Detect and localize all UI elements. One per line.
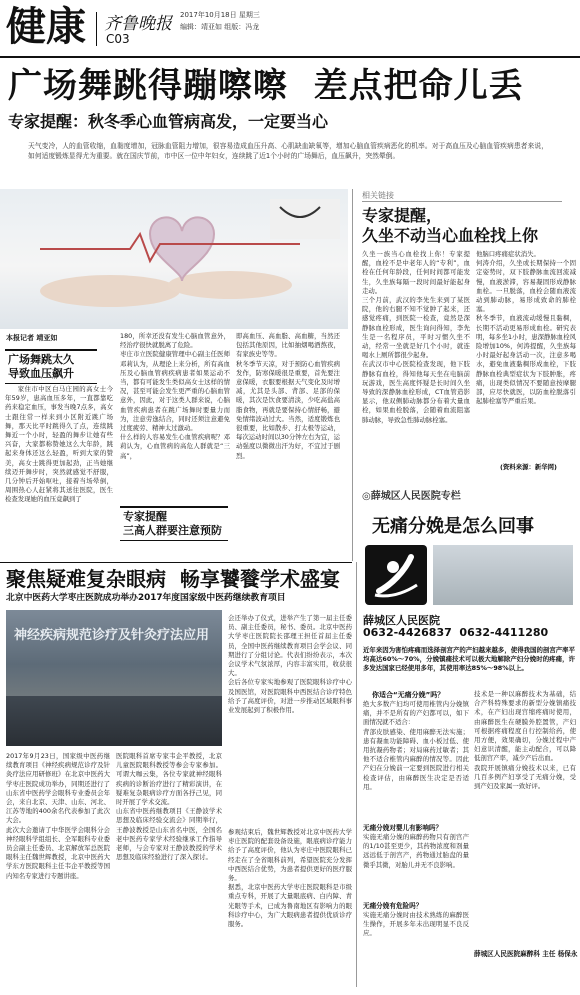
byline: 本报记者 靖亚如 <box>6 334 58 342</box>
page-number: C03 <box>106 32 130 46</box>
question-3: 无痛分娩有危险吗？ <box>363 902 423 910</box>
hospital-tag-label: 薛城区人民医院专栏 <box>370 491 461 502</box>
anesthesia-intro: 近年来因为害怕疼痛而选择剖宫产的产妇越来越多，使得我国的剖宫产率平均高达60%～70%，分娩镇痛技术可以极大地解除产妇分娩时的疼痛，许多发达国家已经使用多年，其使用率达85%～98%以上。 <box>363 646 575 673</box>
question-2: 无痛分娩对婴儿有影响吗？ <box>363 824 443 832</box>
paper-logo: 齐鲁晚报 <box>104 14 172 34</box>
second-story-top-rule <box>0 562 352 563</box>
question-1: 你适合“无痛分娩”吗？ <box>372 691 445 699</box>
main-headline: 广场舞跳得蹦嚓嚓 差点把命儿丢 <box>8 66 524 106</box>
hospital-logo-block <box>363 543 573 609</box>
heart-illustration <box>0 189 348 329</box>
sidebar-source: (资料来源：新华网) <box>500 463 557 471</box>
sidebar-col-2: 他脑口疼痛症状消失。 何涛介绍，久坐或长期保持一个固定姿势时，双下肢静脉血流回流减慢，血液淤滞，容易凝固形成静脉血栓。一旦脱落，血栓会随血液流动到肺动脉，易形成致命的肺栓塞。 秋冬季节，血液流动缓慢且黏稠，长期不活动更易形成血栓。研究表明，每多坐1小时，患深静脉血栓风险增加10%，何涛提醒，久坐族每小时最好起身活动一次，注意多喝水，避免血液黏稠形成血栓，下肢静脉血栓典型症状为下肢肿胀，疼痛，出现类似情况不要随意按摩腿部，应尽快就医，以防血栓脱落引起肺栓塞等严重后果。 <box>476 250 576 406</box>
hands-heart-photo <box>0 189 348 329</box>
main-col-2: 180，所幸还没有发生心脑血管意外，经治疗很快就脱离了危险。 枣庄市立医院健康管理中心副主任医师邓莉认为，从理论上来分析，所有高血压及心脑血管病疾病患者如果运动不当，都有可能发生类似高女士这样的情况，甚至可能会发生更严重的心脑血管意外，因此，对于这类人群来说，心脑血管疾病患者在跳广场舞时要量力而为，注意劳逸结合，同时还须注意避免过度疲劳、精神太过激动。 什么样的人容易发生心血管疾病呢？邓莉认为，心血管病的高危人群就是“三高”， <box>120 332 230 460</box>
hospital-column-tag <box>362 487 461 502</box>
sidebar-left-divider <box>356 562 357 987</box>
sidebar-credit: 薛城区人民医院麻醉科 主任 杨保永 <box>474 950 578 958</box>
sidebar-col-3b: 实施无痛分娩的麻醉药物只有剖宫产的1/10甚至更少，其药物浓度和剂量远远低于剖宫产，药物通过胎盘的量微乎其微，对胎儿并无不良影响。 <box>363 833 469 869</box>
feature-title: 无痛分娩是怎么回事 <box>372 516 534 537</box>
main-subheadline: 专家提醒：秋冬季心血管病高发，一定要当心 <box>8 112 329 131</box>
main-right-divider <box>352 189 353 561</box>
main-lead: 天气变冷，人的血管收缩，血黏度增加，冠脉血管阻力增加，很容易造成血压升高、心肌缺血缺氧等，增加心脑血管疾病恶化的机率。对于高血压及心脑血管疾病患者来说，如何适度锻炼显得尤为重要。就在国庆节前，市中区一位中年妇女，连续跳了近1个小时的广场舞后，血压飙升，突然晕倒。 <box>28 142 548 160</box>
related-link-tag: 相关链接 <box>362 190 562 202</box>
masthead <box>0 0 580 58</box>
subhead-box-1: 广场舞跳太久 导致血压飙升 <box>5 349 97 384</box>
section-title: 健康 <box>6 3 86 50</box>
second-subheadline: 北京中医药大学枣庄医院成功举办2017年度国家级中医药继续教育项目 <box>6 593 286 603</box>
editor-line: 编辑：靖亚如 组版：冯龙 <box>180 23 260 31</box>
main-col-3: 即高血压、高血脂、高血糖，当然还包括其他原因，比如抽烟喝酒熬夜，有家族史等等。 秋冬季节天凉，对于预防心血管疾病发作，防寒保暖很是重要，首先要注意保暖，衣服要根据天气变化及时增减，尤其是头部、背部、足部的保暖，其次是饮食要清淡，少吃高盐高脂食物，再就是要保持心情舒畅，避免情绪波动过大。当然，适度锻炼也很重要，比如散步、打太极等运动，每次运动时间以30分钟左右为宜，运动强度以微微出汗为好，不宜过于剧烈。 <box>236 332 340 460</box>
conference-stage <box>6 696 222 746</box>
conference-photo <box>6 610 222 746</box>
sidebar-col-4: 技术是一种以麻醉技术为基础，结合产科特殊要求的新型分娩镇痛技术，在产妇出现宫缩疼痛时使用，由麻醉医生在硬膜外腔置管，产妇可根据疼痛程度自行控制给药，使用方便，效果确切，分娩过程中产妇意识清醒，能主动配合，可以降低剖宫产率，减少产后出血。 我院开展镇痛分娩技术以来，已有几百多例产妇享受了无痛分娩，受到产妇及家属一致好评。 <box>474 690 576 791</box>
masthead-divider <box>96 12 97 46</box>
sidebar-col-3c: 实施无痛分娩时由技术熟练的麻醉医生操作，开展多年未出现明显不良反应。 <box>363 911 469 938</box>
second-col-3: 会还举办了仪式，进举产生了第一届主任委员、副主任委员，秘书、委员。北京中医药大学枣庄医院院长邵理王担任首届主任委员，全国中医药继续教育项目会学会议、同期进行了分组讨论。代表们纷纷表示，本次会议学术气氛浓厚，内容丰富实用，收获很大。 会后各位专家实地参观了医院眼科诊疗中心及国医馆，对医院眼科中西医结合诊疗特色给予了高度评价，对进一步推动区域眼科事业发展起到了积极作用。 <box>228 614 352 715</box>
main-col-2b <box>120 542 230 562</box>
second-col-4: 参观结束后，魏世辉教授对北京中医药大学枣庄医院的配套设备设施，眼底病诊疗能力给予了高度评价，他认为枣庄中医院眼科已经走在了全省眼科前列，希望医院充分发挥中西医结合优势，为患者提供更好的医疗服务。 据悉，北京中医药大学枣庄医院眼科是市级重点专科，开展了大量眼底病、白内障、青光眼等手术，已成为鲁南地区有影响力的眼科诊疗中心，为广大眼病患者提供优质诊疗服务。 <box>228 828 352 929</box>
second-col-2: 医院眼科首席专家韦企平教授，北京儿童医院眼科教授等参会专家参加。可谓大咖云集，各位专家就神经眼科疾病的诊断治疗进行了精彩演讲，在疑难复杂眼病诊疗方面各抒己见，同时开展了学术交流。 山东省中医药继教项目《王静波学术思想及临床经验交流会》同期举行，王静波教授是山东省名中医，全国名老中医药专家学术经验继承工作指导老师，与会专家对王静波教授的学术思想及临床经验进行了深入探讨。 <box>116 752 222 862</box>
date-line: 2017年10月18日 星期三 <box>180 11 260 19</box>
sidebar-col-1: 久坐一族当心血栓找上你！专家提醒，血栓不是中老年人的“专利”，血栓在任何年龄段，任何时间都可能发生，久坐族每隔一段时间最好能起身走动。 三个月前，武汉的李先生来到了某医院，他的右腿不知不觉肿了起来，还感觉疼痛，到医院一检查，竟然是深静脉血栓形成，医生询问得知，李先生是一名程序员，平时习惯久坐不动，经常一坐就是好几个小时，就连喝水上厕所都很少起身。 在武汉市中心医院检查发现，他下肢静脉有血栓，得知他每天坐在电脑前玩游戏，医生高度怀疑是长时间久坐导致的深静脉血栓形成，CT血管造影显示，他双侧肺动脉都分布着大量血栓，如果血栓脱落，会随着血流阻塞肺动脉，导致急性肺动脉栓塞。 <box>362 250 470 424</box>
masthead-rule <box>0 56 580 58</box>
conference-banner: 神经疾病规范诊疗及针灸疗法应用 <box>14 628 210 643</box>
dot-icon: ◎ <box>362 491 371 502</box>
hospital-building-photo <box>433 545 573 605</box>
sidebar-headline: 专家提醒， 久坐不动当心血栓找上你 <box>362 206 539 245</box>
hospital-phones: 0632-4426837 0632-4411280 <box>363 626 549 639</box>
main-col-1: 家住市中区白马庄园的高女士今年59岁，患高血压多年，一直都靠吃药来稳定血压，事发当晚7点多，高女士跟往常一样来到小区附近跳广场舞，那天比平时跳得久了点，连续跳舞近一个小时，轻盈的舞步让她有些兴奋，大家都称赞她这么大年龄，跳起来身体还这么轻盈，听到大家的赞美，高女士跳得更加起劲，正当她继续迈开舞步时，突然就感觉不舒服，几分钟后开始呕吐，接着当场晕倒，周围热心人赶紧将其送往医院，医生检查发现她的血压竟飙到了 <box>5 385 113 504</box>
hospital-logo-icon <box>365 545 427 605</box>
second-headline: 聚焦疑难复杂眼病 畅享饕餮学术盛宴 <box>6 567 340 591</box>
second-col-1: 2017年9月23日，国家级中医药继续教育项目《神经疾病规范诊疗及针灸疗法应用研修班》在北京中医药大学枣庄医院成功举办，同期还进行了山东省中医药学会眼科专业委员会年会，来自北京、天津、山东、河北、江苏等地的400余名代表参加了此次大会。 此次大会邀请了中华医学会眼科分会神经眼科学组组长、全军眼科专业委员会副主任委员、北京解放军总医院眼科主任魏世辉教授，北京中医药大学东方医院眼科主任韦企平教授等国内知名专家进行专题讲座。 <box>6 752 110 880</box>
hospital-name: 薛城区人民医院 <box>363 614 440 627</box>
sidebar-col-3: 绝大多数产妇均可使用椎管内分娩镇痛，并不是所有的产妇都可以，如下面情况就不适合： 背部皮肤感染、使用麻醉无法实施；患有凝血功能障碍、血小板过低、使用抗凝药物者；对局麻药过敏者；其他不适合椎管内麻醉的情况等。因此产妇在分娩前一定要到医院进行相关检查评估，由麻醉医生决定是否适用。 <box>363 700 469 791</box>
subhead-box-2: 专家提醒 三高人群要注意预防 <box>120 506 228 541</box>
